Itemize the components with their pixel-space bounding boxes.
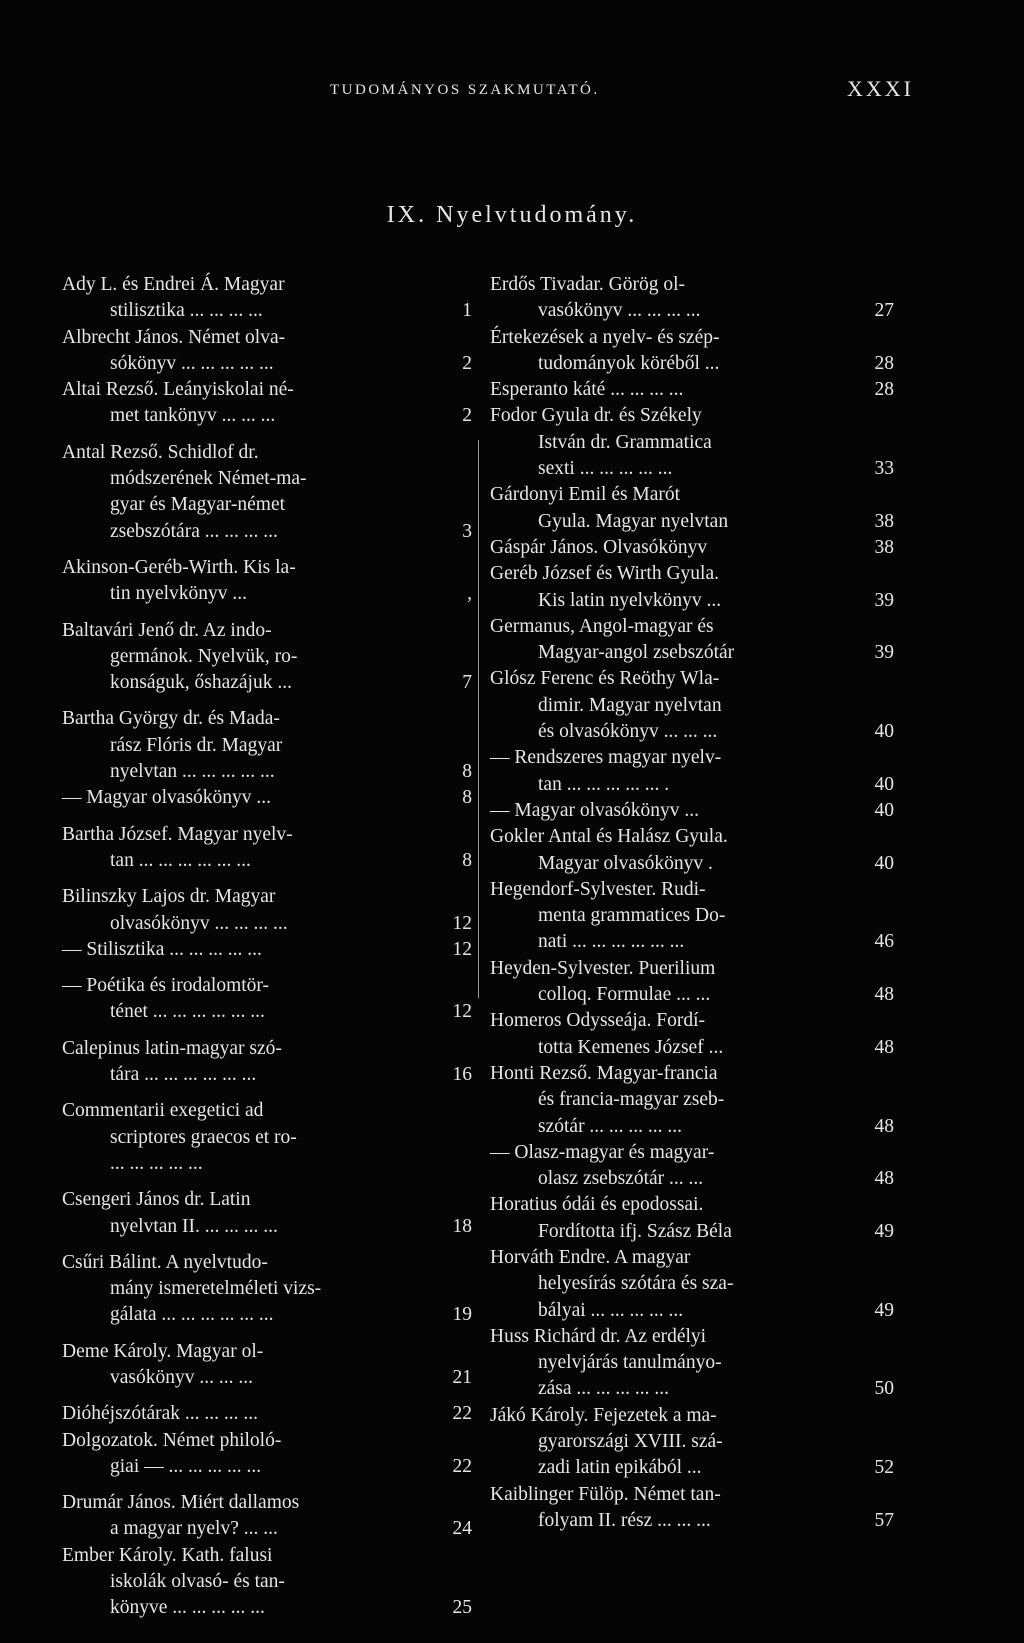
entry-line: tudományok köréből ... bbox=[538, 352, 720, 374]
entry-page-number: 19 bbox=[452, 1304, 472, 1326]
entry-line: tan ... ... ... ... ... . bbox=[538, 773, 670, 795]
entry-line: ... ... ... ... ... bbox=[110, 1152, 203, 1174]
entry-line: sexti ... ... ... ... ... bbox=[538, 458, 673, 480]
entry-text bbox=[62, 822, 472, 875]
entry-page-number: 48 bbox=[874, 984, 894, 1006]
index-entry bbox=[490, 482, 894, 535]
index-entry bbox=[62, 1036, 472, 1089]
index-entry bbox=[490, 1061, 894, 1140]
entry-line: stilisztika ... ... ... ... bbox=[110, 300, 263, 322]
entry-line: Calepinus latin-magyar szó- bbox=[62, 1037, 282, 1059]
index-entry bbox=[62, 1339, 472, 1392]
entry-line: Altai Rezső. Leányiskolai né- bbox=[62, 379, 294, 401]
entry-line: mány ismeretelméleti vizs- bbox=[110, 1278, 322, 1300]
index-entry bbox=[490, 377, 894, 403]
index-entry bbox=[490, 535, 894, 561]
entry-line: gyarországi XVIII. szá- bbox=[538, 1431, 723, 1453]
index-entry bbox=[490, 403, 894, 482]
entry-text bbox=[490, 666, 894, 745]
entry-page-number: 40 bbox=[874, 721, 894, 743]
entry-page-number: 12 bbox=[452, 912, 472, 934]
entry-text bbox=[490, 403, 894, 482]
index-entry bbox=[490, 1192, 894, 1245]
index-entry bbox=[490, 956, 894, 1009]
entry-page-number: 48 bbox=[874, 1036, 894, 1058]
index-entry bbox=[62, 440, 472, 545]
entry-line: és francia-magyar zseb- bbox=[538, 1089, 725, 1111]
entry-text bbox=[490, 614, 894, 667]
entry-line: Fodor Gyula dr. és Székely bbox=[490, 405, 702, 427]
index-entry bbox=[62, 1098, 472, 1177]
entry-page-number: 25 bbox=[452, 1597, 472, 1619]
entry-line: szótár ... ... ... ... ... bbox=[538, 1115, 683, 1137]
entry-text bbox=[490, 824, 894, 877]
entry-text bbox=[490, 956, 894, 1009]
entry-line: Gárdonyi Emil és Marót bbox=[490, 484, 681, 506]
entry-line: Akinson-Geréb-Wirth. Kis la- bbox=[62, 556, 296, 578]
entry-text bbox=[62, 1187, 472, 1240]
entry-page-number: 48 bbox=[874, 1168, 894, 1190]
entry-page-number: 3 bbox=[462, 520, 472, 542]
entry-text bbox=[490, 877, 894, 956]
column-divider bbox=[478, 440, 479, 998]
entry-line: ténet ... ... ... ... ... ... bbox=[110, 1001, 265, 1023]
index-entry bbox=[62, 272, 472, 325]
entry-page-number: 12 bbox=[452, 938, 472, 960]
entry-page-number: 2 bbox=[462, 405, 472, 427]
entry-line: — Magyar olvasókönyv ... bbox=[490, 799, 700, 821]
entry-line: Albrecht János. Német olva- bbox=[62, 326, 286, 348]
index-entry bbox=[62, 618, 472, 697]
entry-line: könyve ... ... ... ... ... bbox=[110, 1597, 265, 1619]
entry-line: scriptores graecos et ro- bbox=[110, 1126, 297, 1148]
entry-line: Dolgozatok. Német philoló- bbox=[62, 1429, 282, 1451]
page-number: XXXI bbox=[847, 76, 914, 101]
entry-page-number: 16 bbox=[452, 1064, 472, 1086]
entry-text bbox=[62, 1490, 472, 1543]
entry-text bbox=[62, 1250, 472, 1329]
entry-line: nyelvtan ... ... ... ... ... bbox=[110, 761, 275, 783]
entry-page-number: 7 bbox=[462, 672, 472, 694]
entry-text bbox=[490, 482, 894, 535]
entry-text bbox=[490, 1192, 894, 1245]
entry-text bbox=[62, 1428, 472, 1481]
entry-page-number: 1 bbox=[462, 300, 472, 322]
entry-page-number: 40 bbox=[874, 799, 894, 821]
entry-text bbox=[490, 1140, 894, 1193]
entry-line: Horatius ódái és epodossai. bbox=[490, 1194, 704, 1216]
entry-text bbox=[490, 798, 894, 824]
entry-line: Magyar-angol zsebszótár bbox=[538, 642, 735, 664]
entry-page-number: 33 bbox=[874, 458, 894, 480]
running-header bbox=[0, 76, 1024, 106]
index-entry bbox=[62, 555, 472, 608]
index-entry bbox=[490, 325, 894, 378]
entry-line: Dióhéjszótárak ... ... ... ... bbox=[62, 1403, 259, 1425]
entry-line: konságuk, őshazájuk ... bbox=[110, 672, 292, 694]
entry-page-number: 46 bbox=[874, 931, 894, 953]
index-entry bbox=[490, 745, 894, 798]
entry-text bbox=[62, 1036, 472, 1089]
entry-line: gálata ... ... ... ... ... ... bbox=[110, 1304, 274, 1326]
entry-page-number: 39 bbox=[874, 642, 894, 664]
index-entry bbox=[62, 1428, 472, 1481]
entry-text bbox=[62, 440, 472, 545]
entry-line: Erdős Tivadar. Görög ol- bbox=[490, 274, 685, 295]
entry-page-number: 49 bbox=[874, 1220, 894, 1242]
index-entry bbox=[62, 706, 472, 785]
entry-line: a magyar nyelv? ... ... bbox=[110, 1518, 278, 1540]
index-entry bbox=[490, 877, 894, 956]
entry-page-number: 28 bbox=[874, 352, 894, 374]
index-entry bbox=[62, 377, 472, 430]
entry-line: — Magyar olvasókönyv ... bbox=[62, 787, 272, 809]
entry-line: vasókönyv ... ... ... bbox=[110, 1366, 253, 1388]
entry-line: Csűri Bálint. A nyelvtudo- bbox=[62, 1251, 268, 1273]
entry-text bbox=[62, 555, 472, 608]
entry-line: Baltavári Jenő dr. Az indo- bbox=[62, 619, 272, 641]
index-entry bbox=[490, 561, 894, 614]
index-entry bbox=[62, 785, 472, 811]
entry-line: Drumár János. Miért dallamos bbox=[62, 1492, 300, 1514]
entry-line: menta grammatices Do- bbox=[538, 905, 726, 927]
entry-page-number: 8 bbox=[462, 787, 472, 809]
entry-text bbox=[490, 1061, 894, 1140]
entry-line: giai — ... ... ... ... ... bbox=[110, 1455, 262, 1477]
index-entry bbox=[62, 884, 472, 937]
index-entry bbox=[62, 937, 472, 963]
entry-line: iskolák olvasó- és tan- bbox=[110, 1571, 285, 1593]
entry-page-number: 57 bbox=[874, 1509, 894, 1531]
index-column-left bbox=[62, 272, 472, 1622]
entry-line: Gokler Antal és Halász Gyula. bbox=[490, 826, 728, 848]
index-entry bbox=[490, 1008, 894, 1061]
entry-line: Hegendorf-Sylvester. Rudi- bbox=[490, 878, 706, 900]
entry-line: zadi latin epikából ... bbox=[538, 1457, 702, 1479]
index-entry bbox=[490, 1482, 894, 1535]
entry-page-number: 40 bbox=[874, 773, 894, 795]
entry-text bbox=[490, 561, 894, 614]
entry-text bbox=[490, 377, 894, 403]
index-entry bbox=[490, 666, 894, 745]
entry-text bbox=[62, 1401, 472, 1427]
entry-text bbox=[62, 1543, 472, 1622]
entry-line: — Poétika és irodalomtör- bbox=[62, 975, 270, 997]
entry-text bbox=[62, 973, 472, 1026]
index-entry bbox=[490, 1403, 894, 1482]
index-entry bbox=[62, 1543, 472, 1622]
entry-text bbox=[490, 535, 894, 561]
entry-line: zsebszótára ... ... ... ... bbox=[110, 520, 278, 542]
entry-page-number: 38 bbox=[874, 510, 894, 532]
entry-text bbox=[62, 937, 472, 963]
entry-page-number: 22 bbox=[452, 1403, 472, 1425]
entry-line: Bartha György dr. és Mada- bbox=[62, 708, 280, 730]
entry-line: Kis latin nyelvkönyv ... bbox=[538, 589, 722, 611]
entry-page-number: , bbox=[467, 583, 472, 605]
entry-text bbox=[62, 785, 472, 811]
entry-line: Csengeri János dr. Latin bbox=[62, 1189, 251, 1211]
entry-text bbox=[490, 325, 894, 378]
entry-line: olvasókönyv ... ... ... ... bbox=[110, 912, 288, 934]
entry-page-number: 18 bbox=[452, 1215, 472, 1237]
index-entry bbox=[62, 973, 472, 1026]
running-title: TUDOMÁNYOS SZAKMUTATÓ. bbox=[330, 82, 600, 98]
index-entry bbox=[62, 1250, 472, 1329]
entry-line: sókönyv ... ... ... ... ... bbox=[110, 352, 274, 374]
entry-line: totta Kemenes József ... bbox=[538, 1036, 724, 1058]
entry-page-number: 2 bbox=[462, 352, 472, 374]
entry-text bbox=[62, 1339, 472, 1392]
entry-text bbox=[490, 1403, 894, 1482]
index-entry bbox=[490, 824, 894, 877]
entry-line: Jákó Károly. Fejezetek a ma- bbox=[490, 1404, 717, 1426]
entry-page-number: 8 bbox=[462, 761, 472, 783]
entry-line: nyelvtan II. ... ... ... ... bbox=[110, 1215, 278, 1237]
entry-line: Fordította ifj. Szász Béla bbox=[538, 1220, 732, 1242]
entry-line: folyam II. rész ... ... ... bbox=[538, 1509, 711, 1531]
entry-page-number: 12 bbox=[452, 1001, 472, 1023]
entry-page-number: 52 bbox=[874, 1457, 894, 1479]
entry-page-number: 38 bbox=[874, 536, 894, 558]
index-entry bbox=[62, 325, 472, 378]
entry-text bbox=[62, 377, 472, 430]
section-title: IX. Nyelvtudomány. bbox=[386, 202, 638, 228]
entry-page-number: 28 bbox=[874, 379, 894, 401]
entry-text bbox=[490, 272, 894, 325]
entry-line: — Olasz-magyar és magyar- bbox=[490, 1141, 715, 1163]
index-entry bbox=[490, 1245, 894, 1324]
entry-page-number: 48 bbox=[874, 1115, 894, 1137]
entry-text bbox=[62, 325, 472, 378]
entry-line: nati ... ... ... ... ... ... bbox=[538, 931, 685, 953]
entry-line: bályai ... ... ... ... ... bbox=[538, 1299, 684, 1321]
entry-line: Bilinszky Lajos dr. Magyar bbox=[62, 886, 276, 908]
index-entry bbox=[62, 822, 472, 875]
entry-text bbox=[62, 884, 472, 937]
entry-line: vasókönyv ... ... ... ... bbox=[538, 300, 701, 322]
entry-page-number: 50 bbox=[874, 1378, 894, 1400]
entry-line: Huss Richárd dr. Az erdélyi bbox=[490, 1325, 707, 1347]
entry-page-number: 27 bbox=[874, 300, 894, 322]
entry-line: rász Flóris dr. Magyar bbox=[110, 734, 283, 756]
entry-page-number: 21 bbox=[452, 1366, 472, 1388]
entry-line: Értekezések a nyelv- és szép- bbox=[490, 326, 720, 348]
entry-page-number: 39 bbox=[874, 589, 894, 611]
entry-text bbox=[62, 1098, 472, 1177]
entry-line: dimir. Magyar nyelvtan bbox=[538, 694, 722, 716]
entry-page-number: 49 bbox=[874, 1299, 894, 1321]
entry-line: Horváth Endre. A magyar bbox=[490, 1246, 691, 1268]
entry-page-number: 22 bbox=[452, 1455, 472, 1477]
index-entry bbox=[490, 1324, 894, 1403]
entry-line: Glósz Ferenc és Reöthy Wla- bbox=[490, 668, 720, 690]
index-entry bbox=[62, 1490, 472, 1543]
entry-line: — Stilisztika ... ... ... ... ... bbox=[62, 938, 262, 960]
entry-line: Gyula. Magyar nyelvtan bbox=[538, 510, 729, 532]
entry-line: tan ... ... ... ... ... ... bbox=[110, 849, 251, 871]
entry-line: Germanus, Angol-magyar és bbox=[490, 615, 714, 637]
entry-line: — Rendszeres magyar nyelv- bbox=[490, 747, 722, 769]
entry-line: tára ... ... ... ... ... ... bbox=[110, 1064, 257, 1086]
entry-line: Esperanto káté ... ... ... ... bbox=[490, 379, 684, 401]
entry-line: Ember Károly. Kath. falusi bbox=[62, 1544, 273, 1566]
entry-line: Commentarii exegetici ad bbox=[62, 1100, 264, 1122]
entry-line: tin nyelvkönyv ... bbox=[110, 583, 248, 605]
entry-page-number: 24 bbox=[452, 1518, 472, 1540]
entry-line: Heyden-Sylvester. Puerilium bbox=[490, 957, 716, 979]
entry-line: nyelvjárás tanulmányo- bbox=[538, 1352, 722, 1374]
entry-text bbox=[490, 1324, 894, 1403]
index-entry bbox=[62, 1187, 472, 1240]
entry-line: Magyar olvasókönyv . bbox=[538, 852, 713, 874]
entry-line: met tankönyv ... ... ... bbox=[110, 405, 276, 427]
index-entry bbox=[490, 272, 894, 325]
entry-line: zása ... ... ... ... ... bbox=[538, 1378, 670, 1400]
entry-line: módszerének Német-ma- bbox=[110, 468, 307, 490]
entry-line: Ady L. és Endrei Á. Magyar bbox=[62, 274, 285, 295]
index-entry bbox=[490, 798, 894, 824]
entry-line: helyesírás szótára és sza- bbox=[538, 1273, 734, 1295]
entry-line: Antal Rezső. Schidlof dr. bbox=[62, 441, 259, 463]
entry-text bbox=[490, 745, 894, 798]
entry-text bbox=[62, 706, 472, 785]
index-entry bbox=[490, 614, 894, 667]
entry-line: és olvasókönyv ... ... ... bbox=[538, 721, 718, 743]
entry-page-number: 40 bbox=[874, 852, 894, 874]
entry-text bbox=[62, 272, 472, 325]
entry-page-number: 8 bbox=[462, 849, 472, 871]
entry-line: Gáspár János. Olvasókönyv bbox=[490, 536, 708, 558]
entry-text bbox=[490, 1008, 894, 1061]
entry-line: olasz zsebszótár ... ... bbox=[538, 1168, 704, 1190]
index-entry bbox=[62, 1401, 472, 1427]
entry-line: Homeros Odysseája. Fordí- bbox=[490, 1010, 706, 1032]
entry-line: Geréb József és Wirth Gyula. bbox=[490, 563, 719, 585]
entry-text bbox=[490, 1482, 894, 1535]
entry-line: Deme Károly. Magyar ol- bbox=[62, 1340, 264, 1362]
entry-line: Honti Rezső. Magyar-francia bbox=[490, 1062, 718, 1084]
index-column-right bbox=[490, 272, 894, 1534]
entry-line: István dr. Grammatica bbox=[538, 431, 712, 453]
entry-line: Bartha József. Magyar nyelv- bbox=[62, 823, 293, 845]
index-entry bbox=[490, 1140, 894, 1193]
entry-line: colloq. Formulae ... ... bbox=[538, 984, 711, 1006]
entry-text bbox=[62, 618, 472, 697]
entry-line: gyar és Magyar-német bbox=[110, 494, 286, 516]
entry-text bbox=[490, 1245, 894, 1324]
entry-line: germánok. Nyelvük, ro- bbox=[110, 645, 298, 667]
entry-line: Kaiblinger Fülöp. Német tan- bbox=[490, 1483, 721, 1505]
